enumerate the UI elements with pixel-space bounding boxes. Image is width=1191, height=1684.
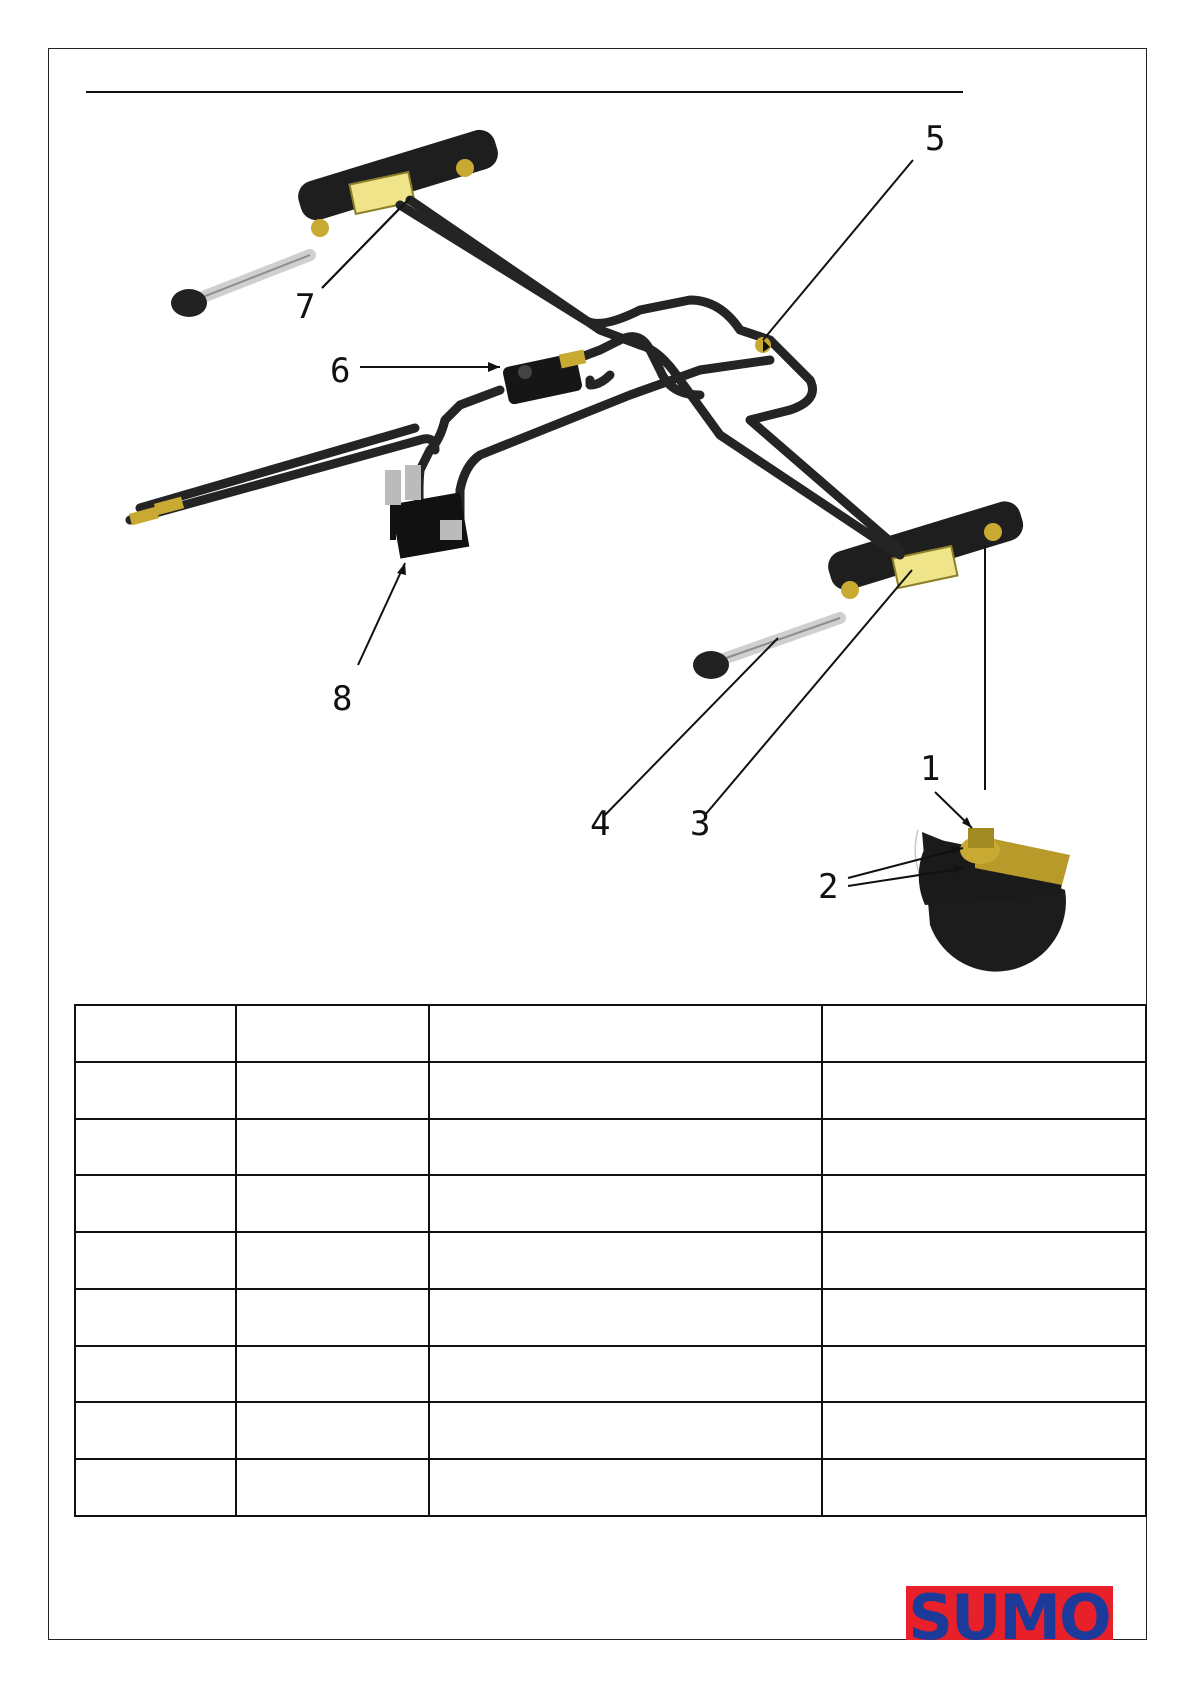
flow-divider-valve — [502, 349, 586, 405]
table-cell — [75, 1289, 236, 1346]
table-cell — [429, 1175, 822, 1232]
table-cell — [75, 1119, 236, 1176]
svg-text:SUMO: SUMO — [908, 1581, 1110, 1648]
table-cell — [236, 1402, 429, 1459]
table-row — [75, 1175, 1146, 1232]
parts-table — [74, 1004, 1147, 1517]
detail-view — [915, 828, 1070, 972]
table-cell — [75, 1402, 236, 1459]
table-cell — [822, 1232, 1146, 1289]
table-cell — [429, 1346, 822, 1403]
control-valve-block — [385, 465, 469, 559]
table-cell — [822, 1289, 1146, 1346]
table-row — [75, 1289, 1146, 1346]
table-cell — [822, 1119, 1146, 1176]
table-row — [75, 1005, 1146, 1062]
callout-8: 8 — [332, 679, 353, 719]
callout-1: 1 — [920, 749, 941, 789]
table-cell — [429, 1005, 822, 1062]
leader-arrowheads — [397, 340, 972, 873]
parts-table-body — [75, 1005, 1146, 1516]
table-row — [75, 1459, 1146, 1516]
left-cylinder — [171, 126, 502, 317]
callout-3: 3 — [690, 804, 711, 844]
table-row — [75, 1119, 1146, 1176]
callout-7: 7 — [295, 287, 316, 327]
table-cell — [236, 1346, 429, 1403]
table-cell — [236, 1119, 429, 1176]
table-cell — [429, 1119, 822, 1176]
table-cell — [822, 1402, 1146, 1459]
table-cell — [429, 1289, 822, 1346]
sumo-logo — [906, 1581, 1113, 1648]
callout-5: 5 — [925, 119, 946, 159]
table-cell — [236, 1289, 429, 1346]
callout-2: 2 — [818, 867, 839, 907]
table-row — [75, 1232, 1146, 1289]
table-cell — [236, 1459, 429, 1516]
table-row — [75, 1062, 1146, 1119]
table-cell — [75, 1232, 236, 1289]
table-cell — [429, 1062, 822, 1119]
table-cell — [236, 1232, 429, 1289]
table-row — [75, 1402, 1146, 1459]
table-cell — [822, 1175, 1146, 1232]
table-cell — [75, 1175, 236, 1232]
table-cell — [429, 1232, 822, 1289]
table-cell — [236, 1062, 429, 1119]
table-cell — [75, 1005, 236, 1062]
table-cell — [822, 1459, 1146, 1516]
table-cell — [75, 1346, 236, 1403]
callout-6: 6 — [330, 351, 351, 391]
table-cell — [75, 1062, 236, 1119]
table-cell — [75, 1459, 236, 1516]
table-cell — [236, 1005, 429, 1062]
table-cell — [429, 1459, 822, 1516]
table-row — [75, 1346, 1146, 1403]
table-cell — [822, 1062, 1146, 1119]
table-cell — [429, 1402, 822, 1459]
table-cell — [822, 1346, 1146, 1403]
table-cell — [236, 1175, 429, 1232]
callout-4: 4 — [590, 804, 611, 844]
table-cell — [822, 1005, 1146, 1062]
